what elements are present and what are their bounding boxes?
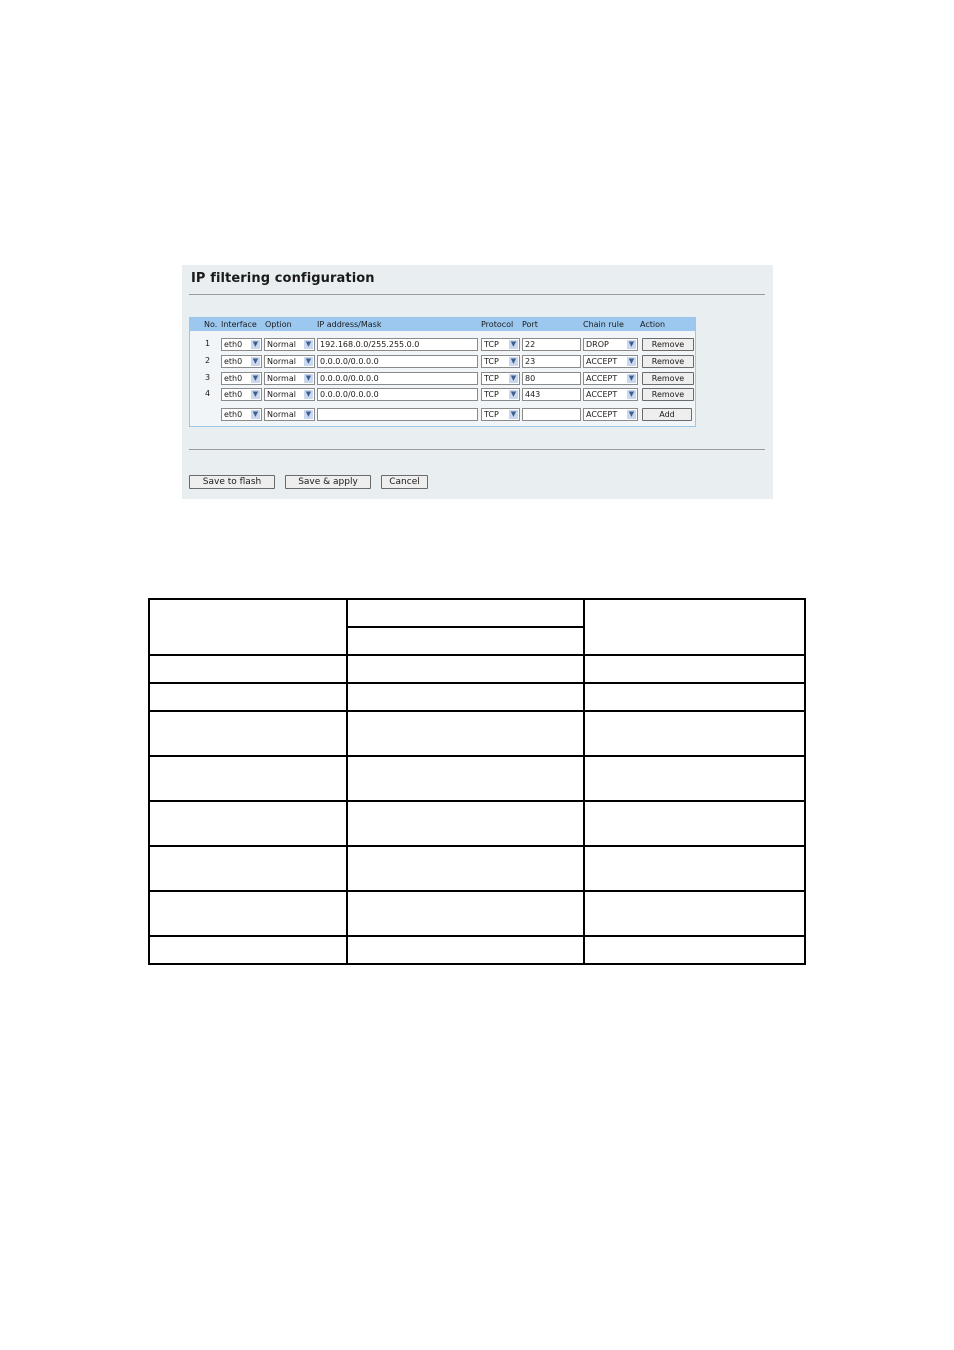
grid-line bbox=[148, 682, 806, 684]
new-rule-row bbox=[190, 407, 695, 422]
chain-rule-select[interactable]: ACCEPT ▼ bbox=[583, 355, 638, 368]
grid-line bbox=[148, 800, 806, 802]
protocol-select[interactable]: TCP ▼ bbox=[481, 372, 520, 385]
new-option-select[interactable]: Normal ▼ bbox=[264, 408, 315, 421]
remove-button[interactable]: Remove bbox=[642, 355, 694, 368]
port-input[interactable]: 80 bbox=[522, 372, 581, 385]
row-number: 3 bbox=[205, 373, 211, 382]
port-input[interactable]: 23 bbox=[522, 355, 581, 368]
header-ip: IP address/Mask bbox=[317, 320, 382, 329]
header-protocol: Protocol bbox=[481, 320, 514, 329]
new-chain-rule-select[interactable]: ACCEPT ▼ bbox=[583, 408, 638, 421]
chevron-down-icon: ▼ bbox=[252, 357, 259, 365]
add-button[interactable]: Add bbox=[642, 408, 692, 421]
grid-line bbox=[148, 654, 806, 656]
protocol-select[interactable]: TCP ▼ bbox=[481, 355, 520, 368]
chevron-down-icon: ▼ bbox=[510, 357, 517, 365]
grid-line bbox=[148, 963, 806, 965]
option-select[interactable]: Normal ▼ bbox=[264, 355, 315, 368]
chevron-down-icon: ▼ bbox=[305, 374, 312, 382]
chevron-down-icon: ▼ bbox=[510, 340, 517, 348]
chevron-down-icon: ▼ bbox=[628, 340, 635, 348]
divider bbox=[189, 294, 765, 295]
grid-line bbox=[148, 935, 806, 937]
option-select[interactable]: Normal ▼ bbox=[264, 372, 315, 385]
header-no: No. bbox=[204, 320, 218, 329]
ip-mask-input[interactable]: 0.0.0.0/0.0.0.0 bbox=[317, 372, 478, 385]
empty-grid-table bbox=[148, 598, 806, 965]
ip-mask-input[interactable]: 192.168.0.0/255.255.0.0 bbox=[317, 338, 478, 351]
header-port: Port bbox=[522, 320, 538, 329]
filter-table bbox=[189, 317, 696, 427]
chain-rule-select[interactable]: DROP ▼ bbox=[583, 338, 638, 351]
row-number: 4 bbox=[205, 389, 211, 398]
option-select[interactable]: Normal ▼ bbox=[264, 388, 315, 401]
cancel-button[interactable]: Cancel bbox=[381, 475, 428, 489]
new-ip-mask-input[interactable] bbox=[317, 408, 478, 421]
chevron-down-icon: ▼ bbox=[628, 410, 635, 418]
header-option: Option bbox=[265, 320, 292, 329]
table-row bbox=[190, 371, 695, 386]
filter-table-header bbox=[190, 318, 695, 331]
new-port-input[interactable] bbox=[522, 408, 581, 421]
chevron-down-icon: ▼ bbox=[510, 374, 517, 382]
protocol-select[interactable]: TCP ▼ bbox=[481, 388, 520, 401]
remove-button[interactable]: Remove bbox=[642, 372, 694, 385]
interface-select[interactable]: eth0 ▼ bbox=[221, 372, 262, 385]
chevron-down-icon: ▼ bbox=[305, 410, 312, 418]
chain-rule-select[interactable]: ACCEPT ▼ bbox=[583, 372, 638, 385]
option-select[interactable]: Normal ▼ bbox=[264, 338, 315, 351]
ip-mask-input[interactable]: 0.0.0.0/0.0.0.0 bbox=[317, 355, 478, 368]
grid-line bbox=[148, 598, 806, 600]
grid-line bbox=[346, 626, 585, 628]
remove-button[interactable]: Remove bbox=[642, 338, 694, 351]
row-number: 1 bbox=[205, 339, 211, 348]
table-row bbox=[190, 354, 695, 369]
remove-button[interactable]: Remove bbox=[642, 388, 694, 401]
chevron-down-icon: ▼ bbox=[510, 410, 517, 418]
header-interface: Interface bbox=[221, 320, 257, 329]
table-row bbox=[190, 337, 695, 352]
chevron-down-icon: ▼ bbox=[252, 410, 259, 418]
ip-mask-input[interactable]: 0.0.0.0/0.0.0.0 bbox=[317, 388, 478, 401]
header-chain: Chain rule bbox=[583, 320, 624, 329]
interface-select[interactable]: eth0 ▼ bbox=[221, 338, 262, 351]
chevron-down-icon: ▼ bbox=[252, 340, 259, 348]
chevron-down-icon: ▼ bbox=[510, 390, 517, 398]
chevron-down-icon: ▼ bbox=[628, 374, 635, 382]
ip-filtering-panel bbox=[182, 265, 773, 499]
chain-rule-select[interactable]: ACCEPT ▼ bbox=[583, 388, 638, 401]
port-input[interactable]: 443 bbox=[522, 388, 581, 401]
divider bbox=[189, 449, 765, 450]
grid-line bbox=[148, 710, 806, 712]
new-interface-select[interactable]: eth0 ▼ bbox=[221, 408, 262, 421]
chevron-down-icon: ▼ bbox=[305, 390, 312, 398]
page-title: IP filtering configuration bbox=[191, 271, 375, 286]
chevron-down-icon: ▼ bbox=[628, 357, 635, 365]
grid-line bbox=[148, 845, 806, 847]
port-input[interactable]: 22 bbox=[522, 338, 581, 351]
chevron-down-icon: ▼ bbox=[252, 374, 259, 382]
protocol-select[interactable]: TCP ▼ bbox=[481, 338, 520, 351]
table-row bbox=[190, 387, 695, 402]
row-number: 2 bbox=[205, 356, 211, 365]
new-protocol-select[interactable]: TCP ▼ bbox=[481, 408, 520, 421]
chevron-down-icon: ▼ bbox=[305, 340, 312, 348]
interface-select[interactable]: eth0 ▼ bbox=[221, 388, 262, 401]
interface-select[interactable]: eth0 ▼ bbox=[221, 355, 262, 368]
chevron-down-icon: ▼ bbox=[628, 390, 635, 398]
grid-line bbox=[148, 890, 806, 892]
chevron-down-icon: ▼ bbox=[305, 357, 312, 365]
grid-line bbox=[148, 755, 806, 757]
chevron-down-icon: ▼ bbox=[252, 390, 259, 398]
save-apply-button[interactable]: Save & apply bbox=[285, 475, 371, 489]
save-to-flash-button[interactable]: Save to flash bbox=[189, 475, 275, 489]
header-action: Action bbox=[640, 320, 666, 329]
